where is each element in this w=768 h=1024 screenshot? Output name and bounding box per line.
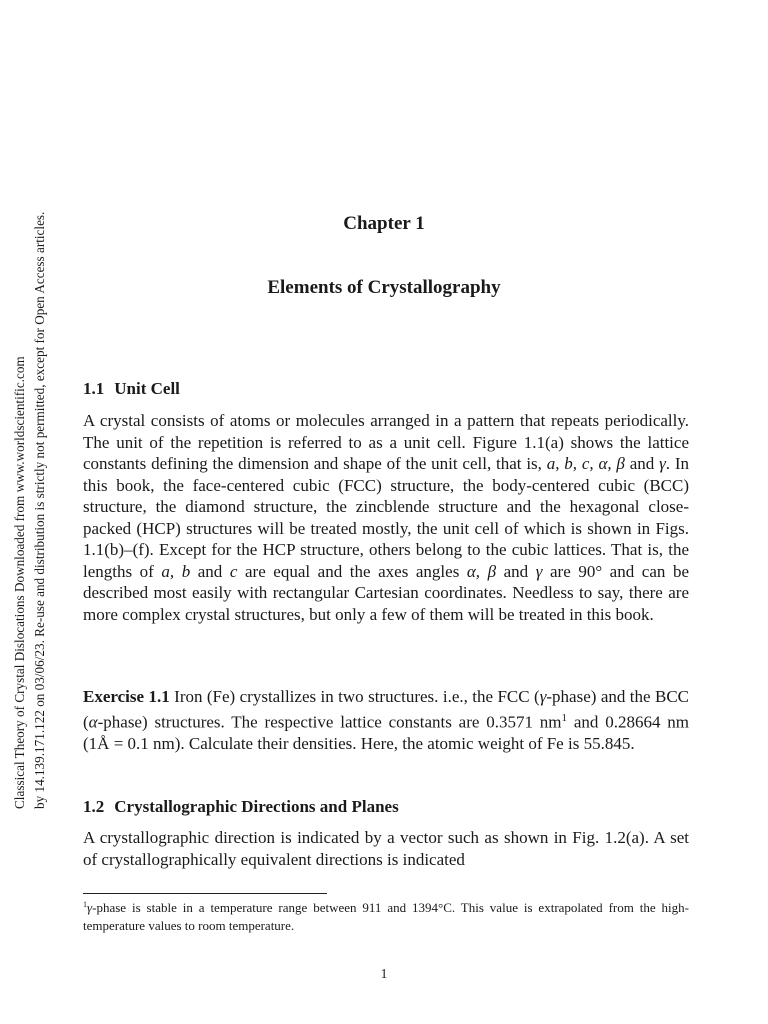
text-run: and bbox=[624, 454, 660, 473]
footnote-rule bbox=[83, 893, 327, 894]
footnote-symbol: γ bbox=[87, 900, 93, 915]
section-heading-directions bbox=[83, 797, 689, 817]
chapter-label: Chapter 1 bbox=[343, 213, 425, 234]
exercise-block bbox=[83, 686, 689, 754]
footnote-reference[interactable]: 1 bbox=[561, 711, 568, 724]
math-run: γ bbox=[659, 454, 666, 473]
paragraph-directions: A crystallographic direction is indicated by a vector such as shown in Fig. 1.2(a). A set of crystallographically equivalent directions is indicated bbox=[83, 828, 689, 869]
text-run: and bbox=[190, 561, 230, 581]
text-run: and 0.28664 nm (1Å = 0.1 nm). Calculate their densities. Here, the atomic weight of Fe is 55.845. bbox=[83, 712, 689, 753]
text-run: -phase) and the BCC ( bbox=[83, 687, 690, 732]
download-notice bbox=[10, 209, 50, 809]
math-run: a, b bbox=[161, 561, 191, 581]
section-title: Unit Cell bbox=[114, 379, 180, 398]
section-heading-unit-cell bbox=[83, 379, 689, 399]
footnote-text: -phase is stable in a temperature range between 911 and 1394°C. This value is extrapolated from the high-temperature values to room temperature. bbox=[83, 900, 689, 933]
text-run: Iron (Fe) crystallizes in two structures. i.e., the FCC ( bbox=[174, 687, 540, 706]
math-run: α, β bbox=[466, 561, 497, 581]
chapter-title: Elements of Crystallography bbox=[267, 277, 501, 298]
math-run: a, b, c, α, β bbox=[546, 454, 625, 473]
text-run: -phase) structures. The respective lattice constants are 0.3571 nm bbox=[97, 712, 562, 732]
text-run: are 90° and can be described most easily with rectangular Cartesian coordinates. Needless to say, there are more complex crystal structures, but only a few of them will be treated in this book. bbox=[83, 561, 689, 624]
paragraph-unit-cell bbox=[83, 410, 689, 625]
download-notice-line1: Classical Theory of Crystal Dislocations Downloaded from www.worldscientific.com bbox=[12, 356, 27, 809]
text-run: and bbox=[496, 561, 536, 581]
section-number: 1.1 bbox=[83, 379, 105, 398]
text-run: are equal and the axes angles bbox=[237, 561, 467, 581]
footnote bbox=[83, 896, 689, 935]
text-run: A crystal consists of atoms or molecules arranged in a pattern that repeats periodically. The unit of the repetition is referred to as a unit cell. Figure 1.1(a) shows the lattice constants defining the dimension and shape of the unit cell, that is, bbox=[83, 411, 689, 473]
math-run: γ bbox=[539, 687, 547, 706]
section-number: 1.2 bbox=[83, 797, 105, 816]
section-title: Crystallographic Directions and Planes bbox=[114, 797, 399, 816]
download-notice-line2: by 14.139.171.122 on 03/06/23. Re-use and distribution is strictly not permitted, except for Open Access articles. bbox=[32, 211, 47, 809]
footnote-mark: 1 bbox=[83, 900, 87, 909]
text-run: . In this book, the face-centered cubic (FCC) structure, the body-centered cubic (BCC) structure, the diamond structure, the zincblende structure and the hexagonal close-packed (HCP) structures will be treated mostly, the unit cell of which is shown in Figs. 1.1(b)–(f). Except for the HCP structure, others belong to the cubic lattices. That is, the lengths of bbox=[83, 454, 689, 581]
page-number: 1 bbox=[380, 966, 388, 981]
math-run: γ bbox=[535, 561, 543, 581]
exercise-label: Exercise 1.1 bbox=[83, 687, 170, 706]
math-run: c bbox=[229, 561, 238, 581]
math-run: α bbox=[88, 712, 98, 732]
